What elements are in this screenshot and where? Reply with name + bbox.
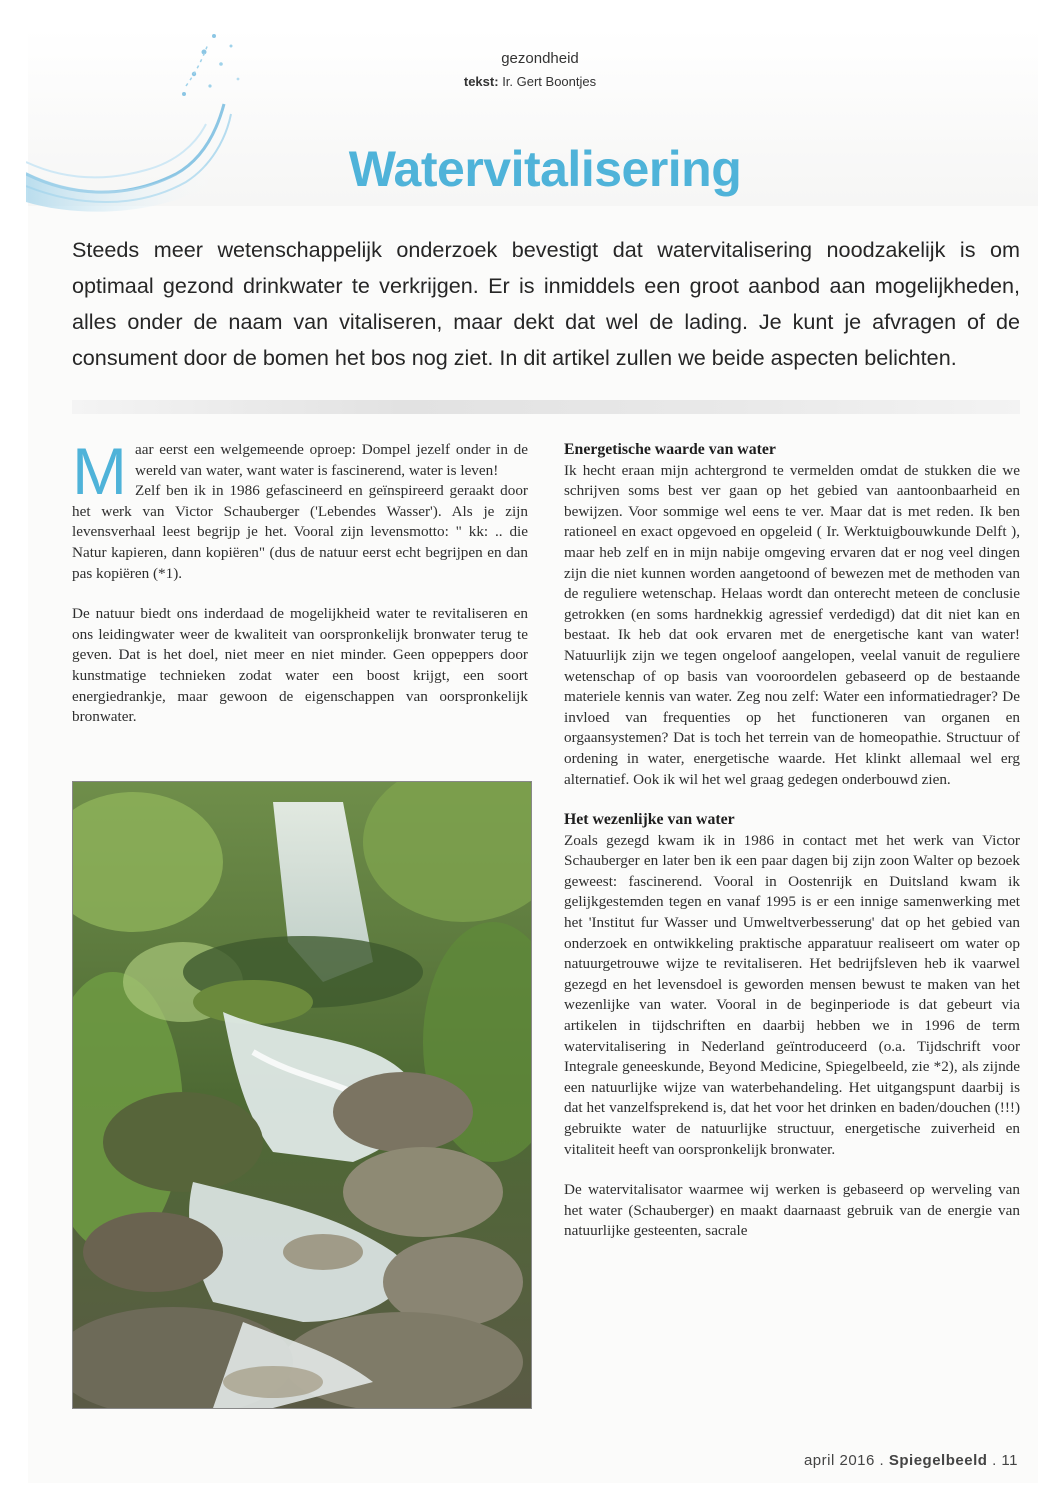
magazine-name: Spiegelbeeld: [888, 1452, 988, 1469]
byline-label: tekst:: [463, 74, 499, 89]
byline-author: Ir. Gert Boontjes: [502, 74, 597, 89]
left-column: [72, 434, 528, 728]
body-paragraph-background: Ik hecht eraan mijn achtergrond te vermelden omdat de stukken die we schrijven soms best ver gaan op het gebied van aantoonbaarheid en bewijzen. Voor sommige wel eens te ver. Maar dat is met reden. Ik ben rationeel en exact opgevoed en opgeleid ( Ir. Werktuigbouwkunde Delft ), maar heb zelf en in mijn nabije omgeving ervaren dat er nog veel dingen zijn die niet kunnen worden aangetoond of bewezen met de methoden van de reguliere wetenschap. Helaas wordt dan onterecht meteen de conclusie getrokken (en soms hardnekkig agressief verdedigd) dat dit niet kan en bestaat. Ik heb dat ook ervaren met de energetische kant van water! Natuurlijk zijn we tegen ongeloof aangelopen, veelal vanuit de reguliere wetenschap of op basis van vooroordelen gebaseerd op de bestaande materiele kennis van water. Zeg nou zelf: Water een informatiedrager? De invloed van frequenties op het functioneren van organen en orgaansystemen? Dat is toch het terrein van de homeopathie. Structuur of ordening in water, energetische waarde. Het klinkt allemaal wel erg alternatief. Ook ik wil het wel graag gedegen onderbouwd zien.: [564, 461, 1020, 788]
right-column: [564, 440, 1020, 1242]
lead-paragraph: Steeds meer wetenschappelijk onderzoek bevestigt dat watervitalisering noodzakelijk is om optimaal gezond drinkwater te verkrijgen. Er is inmiddels een groot aanbod aan mogelijkheden, alles onder de naam van vitaliseren, maar dekt dat wel de lading. Je kunt je afvragen of de consument door de bomen het bos nog ziet. In dit artikel zullen we beide aspecten belichten.: [72, 237, 1020, 370]
subheading-essence-of-water: Het wezenlijke van water: [564, 811, 735, 829]
issue-date: april 2016: [803, 1452, 875, 1469]
section-label: gezondheid: [501, 50, 579, 67]
section-divider: [72, 400, 1020, 414]
body-paragraph-vitalizer: De watervitalisator waarmee wij werken is gebaseerd op werveling van het water (Schauberger) en maakt daarnaast gebruik van de energie van natuurlijke gesteenten, sacrale: [564, 1181, 1020, 1240]
footer-separator-2: .: [987, 1452, 1002, 1469]
article-title: Watervitalisering: [348, 141, 742, 197]
page-number: 11: [1001, 1452, 1018, 1469]
mountain-stream-photo: [72, 781, 532, 1409]
subheading-energetic-value: Energetische waarde van water: [564, 441, 776, 458]
footer-separator: .: [874, 1452, 889, 1469]
intro-paragraph: [72, 434, 528, 508]
water-splash-illustration: [26, 24, 256, 214]
body-paragraph-schauberger: Zelf ben ik in 1986 gefascineerd en geïnspireerd geraakt door het werk van Victor Schauberger ('Lebendes Wasser'). Als je zijn levensverhaal leest begrijp je het. Vooral zijn levensmotto: " kk: .. die Natur kapieren, dann kopiëren" (dus de natuur eerst echt begrijpen en dan pas kopiëren (*1).: [72, 482, 528, 582]
body-paragraph-nature: De natuur biedt ons inderdaad de mogelijkheid water te revitaliseren en ons leidingwater weer de kwaliteit van oorspronkelijk bronwater terug te geven. Dat is het doel, niet meer en niet minder. Geen oppeppers door kunstmatige technieken zodat water een boost krijgt, een soort energiedrankje, maar gewoon de eigenschappen van oorspronkelijk bronwater.: [72, 605, 528, 726]
page-footer: [804, 1452, 1018, 1469]
body-paragraph-essence: Zoals gezegd kwam ik in 1986 in contact met het werk van Victor Schauberger en later ben ik een paar dagen bij zijn zoon Walter op bezoek geweest: fascinerend. Vooral in Oostenrijk en Duitsland kwam ik gelijkgestemden tegen en vanaf 1995 is er een innige samenwerking met het 'Institut fur Wasser und Umweltverbesserung' dat op het gebied van onderzoek en ontwikkeling praktische apparatuur realiseert om water op natuurgetrouwe wijze te revitaliseren. Het bedrijfsleven heb ik vaarwel gezegd en het levensdoel is geworden mensen bewust te maken van het wezenlijke van water. Vooral in de beginperiode is dat gebeurt via artikelen in tijdschriften en daarbij hebben we in 1996 de term watervitalisering in Nederland geïntroduceerd (o.a. Tijdschrift voor Integrale geneeskunde, Beyond Medicine, Spiegelbeeld, zie *2), als zijnde een natuurlijke wijze van waterbehandeling. Het uitgangspunt daarbij is dat het vanzelfsprekend is, dat het voor het drinken en baden/douchen (!!!) gebruikte water de natuurlijke structuur, energetische zuiverheid en vitaliteit heeft van oorspronkelijk bronwater.: [564, 831, 1020, 1158]
byline: [400, 74, 660, 89]
drop-cap: M: [72, 434, 127, 508]
intro-text: aar eerst een welgemeende oproep: Dompel jezelf onder in de wereld van water, want water is fascinerend, water is leven!: [134, 441, 528, 479]
